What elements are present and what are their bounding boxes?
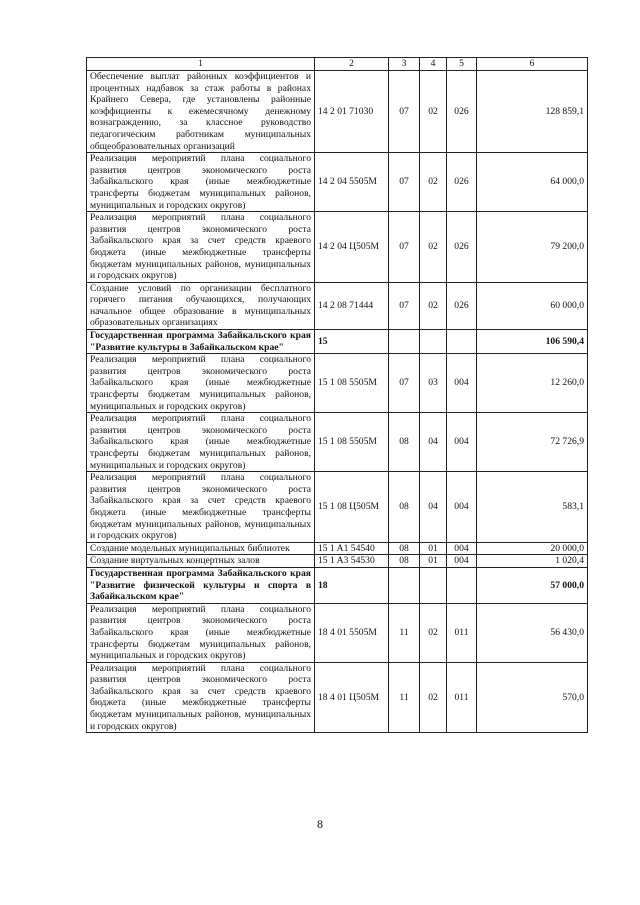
row-department-code: 004 <box>447 413 477 472</box>
row-department-code: 004 <box>447 542 477 555</box>
row-amount: 57 000,0 <box>477 567 588 603</box>
row-amount: 12 260,0 <box>477 354 588 413</box>
row-section <box>389 567 420 603</box>
row-section: 08 <box>389 413 420 472</box>
row-department-code: 004 <box>447 472 477 543</box>
row-subsection <box>420 567 447 603</box>
table-row <box>87 354 588 413</box>
row-section: 07 <box>389 354 420 413</box>
table-row <box>87 282 588 329</box>
row-amount: 20 000,0 <box>477 542 588 555</box>
row-amount: 106 590,4 <box>477 330 588 354</box>
row-section: 07 <box>389 71 420 153</box>
row-name: Создание виртуальных концертных залов <box>87 555 315 568</box>
row-amount: 56 430,0 <box>477 603 588 662</box>
row-name: Создание условий по организации бесплатного горячего питания обучающихся, получающих начальное общее образование в муниципальных образовательных организациях <box>87 282 315 329</box>
row-amount: 72 726,9 <box>477 413 588 472</box>
row-subsection: 02 <box>420 282 447 329</box>
row-subsection: 04 <box>420 413 447 472</box>
row-section: 08 <box>389 542 420 555</box>
row-subsection: 01 <box>420 555 447 568</box>
column-header: 1 <box>87 58 315 71</box>
row-name: Обеспечение выплат районных коэффициентов и процентных надбавок за стаж работы в районах Крайнего Севера, где установлены районные коэффициенты к ежемесячному денежному вознаграждению, за классное руководство педагогическим работникам муниципальных общеобразовательных организаций <box>87 71 315 153</box>
row-code: 15 1 08 5505M <box>315 413 389 472</box>
row-department-code: 004 <box>447 555 477 568</box>
row-name: Реализация мероприятий плана социального развития центров экономического роста Забайкальского края (иные межбюджетные трансферты бюджетам муниципальных районов, муниципальных и городских округов) <box>87 354 315 413</box>
row-code: 18 4 01 Ц505М <box>315 662 389 733</box>
row-name: Реализация мероприятий плана социального развития центров экономического роста Забайкальского края (иные межбюджетные трансферты бюджетам муниципальных районов, муниципальных и городских округов) <box>87 153 315 212</box>
row-name: Реализация мероприятий плана социального развития центров экономического роста Забайкальского края за счет средств краевого бюджета (иные межбюджетные трансферты бюджетам муниципальных районов, муниципальных и городских округов) <box>87 472 315 543</box>
row-code: 14 2 04 Ц505М <box>315 212 389 283</box>
table-row <box>87 413 588 472</box>
row-amount: 60 000,0 <box>477 282 588 329</box>
row-section: 11 <box>389 662 420 733</box>
row-department-code <box>447 330 477 354</box>
table-row <box>87 542 588 555</box>
table-row <box>87 555 588 568</box>
row-department-code: 011 <box>447 662 477 733</box>
row-amount: 570,0 <box>477 662 588 733</box>
column-header: 6 <box>477 58 588 71</box>
row-code: 18 <box>315 567 389 603</box>
row-name: Государственная программа Забайкальского края "Развитие культуры в Забайкальском крае" <box>87 330 315 354</box>
row-name: Государственная программа Забайкальского края "Развитие физической культуры и спорта в Забайкальском крае" <box>87 567 315 603</box>
table-row <box>87 567 588 603</box>
row-subsection: 02 <box>420 71 447 153</box>
budget-table <box>86 57 588 733</box>
row-subsection: 04 <box>420 472 447 543</box>
table-row <box>87 330 588 354</box>
row-amount: 128 859,1 <box>477 71 588 153</box>
row-department-code: 011 <box>447 603 477 662</box>
table-row <box>87 662 588 733</box>
row-name: Реализация мероприятий плана социального развития центров экономического роста Забайкальского края (иные межбюджетные трансферты бюджетам муниципальных районов, муниципальных и городских округов) <box>87 413 315 472</box>
row-department-code: 026 <box>447 212 477 283</box>
row-name: Реализация мероприятий плана социального развития центров экономического роста Забайкальского края (иные межбюджетные трансферты бюджетам муниципальных районов, муниципальных и городских округов) <box>87 603 315 662</box>
row-section: 08 <box>389 472 420 543</box>
row-code: 14 2 08 71444 <box>315 282 389 329</box>
row-department-code <box>447 567 477 603</box>
row-name: Создание модельных муниципальных библиотек <box>87 542 315 555</box>
row-department-code: 026 <box>447 71 477 153</box>
row-section: 07 <box>389 212 420 283</box>
row-code: 14 2 01 71030 <box>315 71 389 153</box>
table-row <box>87 71 588 153</box>
row-code: 15 1 A3 54530 <box>315 555 389 568</box>
row-amount: 583,1 <box>477 472 588 543</box>
row-amount: 79 200,0 <box>477 212 588 283</box>
table-row <box>87 603 588 662</box>
row-subsection: 02 <box>420 603 447 662</box>
row-code: 18 4 01 5505M <box>315 603 389 662</box>
page-number: 8 <box>317 817 323 831</box>
row-section: 11 <box>389 603 420 662</box>
column-header: 4 <box>420 58 447 71</box>
row-department-code: 026 <box>447 282 477 329</box>
column-header: 3 <box>389 58 420 71</box>
table-row <box>87 472 588 543</box>
column-header: 5 <box>447 58 477 71</box>
table-body <box>87 71 588 733</box>
column-header: 2 <box>315 58 389 71</box>
row-department-code: 026 <box>447 153 477 212</box>
row-name: Реализация мероприятий плана социального развития центров экономического роста Забайкальского края за счет средств краевого бюджета (иные межбюджетные трансферты бюджетам муниципальных районов, муниципальных и городских округов) <box>87 212 315 283</box>
row-code: 15 1 A1 54540 <box>315 542 389 555</box>
row-subsection: 02 <box>420 662 447 733</box>
row-section: 07 <box>389 153 420 212</box>
row-amount: 1 020,4 <box>477 555 588 568</box>
row-code: 15 <box>315 330 389 354</box>
row-section: 07 <box>389 282 420 329</box>
row-code: 14 2 04 5505M <box>315 153 389 212</box>
row-section <box>389 330 420 354</box>
row-code: 15 1 08 5505M <box>315 354 389 413</box>
row-subsection: 02 <box>420 153 447 212</box>
row-code: 15 1 08 Ц505М <box>315 472 389 543</box>
row-name: Реализация мероприятий плана социального развития центров экономического роста Забайкальского края за счет средств краевого бюджета (иные межбюджетные трансферты бюджетам муниципальных районов, муниципальных и городских округов) <box>87 662 315 733</box>
table-row <box>87 212 588 283</box>
row-amount: 64 000,0 <box>477 153 588 212</box>
row-department-code: 004 <box>447 354 477 413</box>
row-subsection: 01 <box>420 542 447 555</box>
table-row <box>87 153 588 212</box>
row-subsection <box>420 330 447 354</box>
header-row <box>87 58 588 71</box>
row-subsection: 03 <box>420 354 447 413</box>
row-subsection: 02 <box>420 212 447 283</box>
row-section: 08 <box>389 555 420 568</box>
